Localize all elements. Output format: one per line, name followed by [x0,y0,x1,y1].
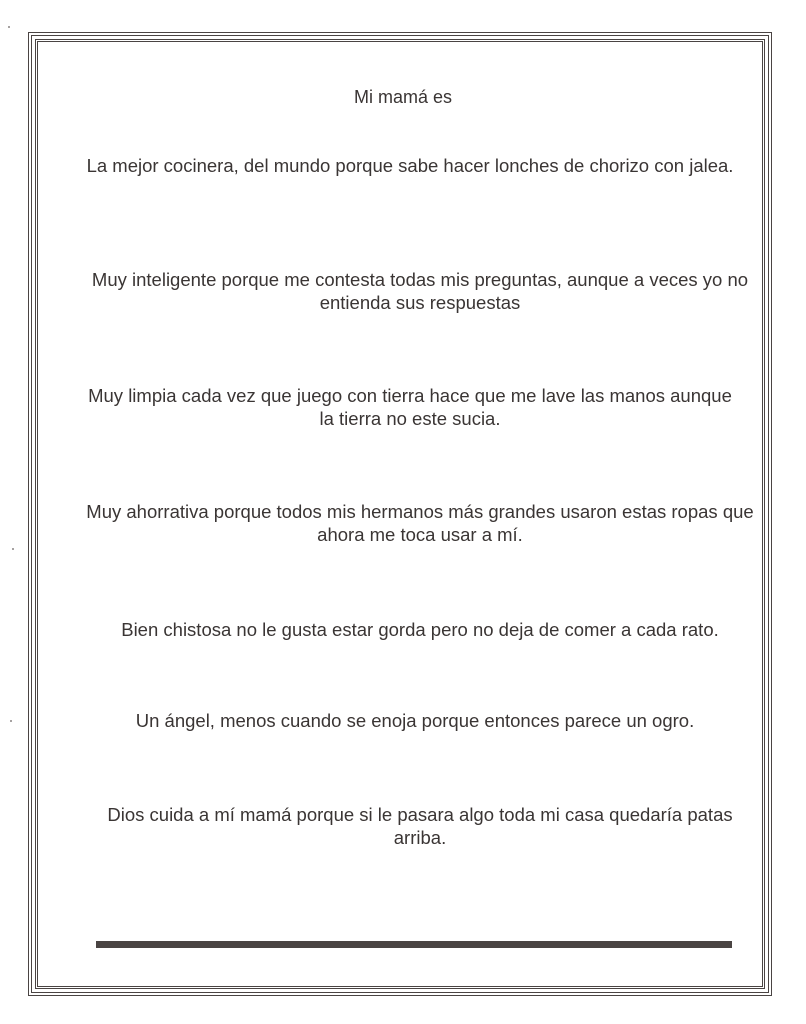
page-title: Mi mamá es [353,87,452,107]
paper-speck [10,720,12,722]
paper-speck [8,26,10,28]
paragraph-dios-cuida: Dios cuida a mí mamá porque si le pasara algo toda mi casa quedaría patas arriba. [107,804,733,848]
paragraph-ahorrativa: Muy ahorrativa porque todos mis hermanos más grandes usaron estas ropas que ahora me toca usar a mí. [86,501,754,545]
paragraph-limpia: Muy limpia cada vez que juego con tierra hace que me lave las manos aunque la tierra no este sucia. [88,385,732,429]
bottom-rule-line [96,941,732,948]
paragraph-cocinera: La mejor cocinera, del mundo porque sabe hacer lonches de chorizo con jalea. [86,155,734,176]
paragraph-angel: Un ángel, menos cuando se enoja porque entonces parece un ogro. [135,710,695,731]
paragraph-inteligente: Muy inteligente porque me contesta todas mis preguntas, aunque a veces yo no entienda sus respuestas [91,269,749,313]
paper-speck [12,548,14,550]
paragraph-chistosa: Bien chistosa no le gusta estar gorda pero no deja de comer a cada rato. [121,619,719,640]
